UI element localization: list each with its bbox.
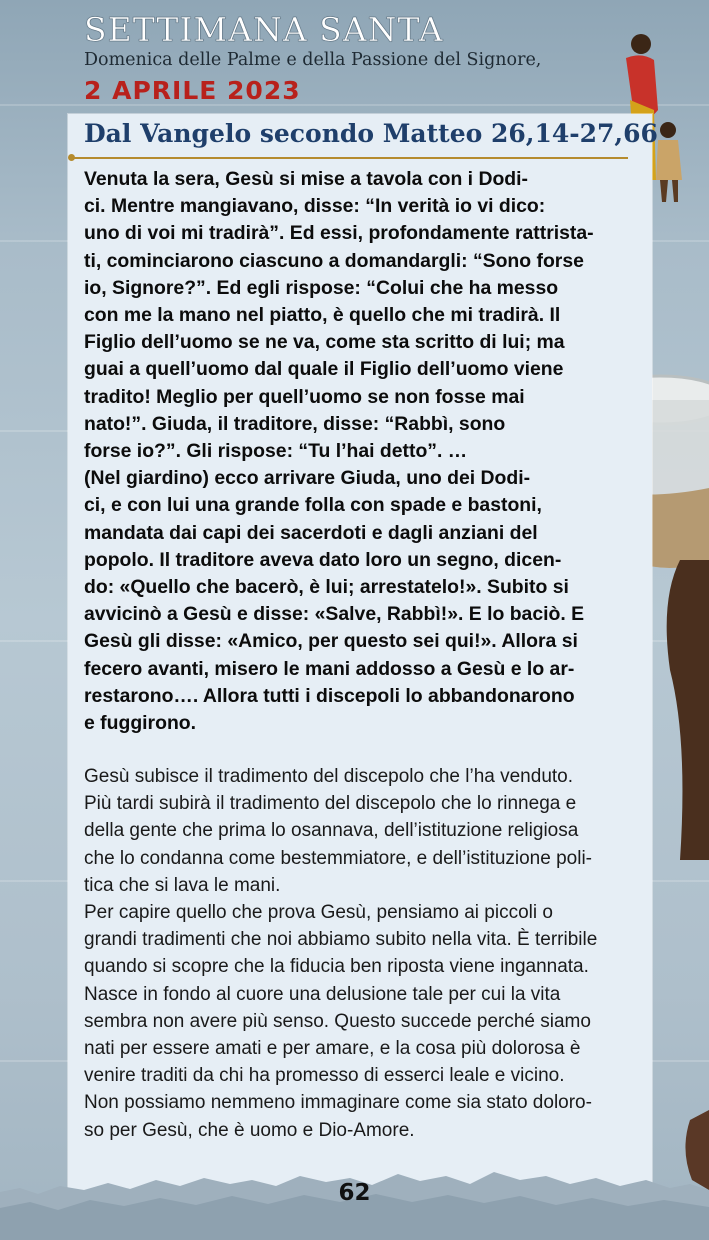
gospel-reference-heading: Dal Vangelo secondo Matteo 26,14-27,66 xyxy=(84,119,658,148)
gospel-line: forse io?”. Gli rispose: “Tu l’hai detto”. … xyxy=(84,440,468,463)
gospel-line: popolo. Il traditore aveva dato loro un segno, dicen- xyxy=(84,548,562,571)
gospel-line: con me la mano nel piatto, è quello che mi tradirà. Il xyxy=(84,304,561,327)
comment-line: Non possiamo nemmeno immaginare come sia stato doloro- xyxy=(84,1092,592,1114)
comment-line: nati per essere amati e per amare, e la cosa più dolorosa è xyxy=(84,1038,581,1060)
gospel-passage xyxy=(84,166,646,737)
gospel-line: (Nel giardino) ecco arrivare Giuda, uno dei Dodi- xyxy=(84,467,531,490)
comment-line: Più tardi subirà il tradimento del discepolo che lo rinnega e xyxy=(84,793,577,815)
comment-line: Per capire quello che prova Gesù, pensiamo ai piccoli o xyxy=(84,902,553,924)
page-number: 62 xyxy=(338,1180,371,1206)
comment-line: so per Gesù, che è uomo e Dio-Amore. xyxy=(84,1119,415,1141)
gospel-line: uno di voi mi tradirà”. Ed essi, profondamente rattrista- xyxy=(84,222,594,245)
gospel-line: nato!”. Giuda, il traditore, disse: “Rabbì, sono xyxy=(84,412,506,435)
gospel-line: Figlio dell’uomo se ne va, come sta scritto di lui; ma xyxy=(84,331,565,354)
gospel-line: fecero avanti, misero le mani addosso a Gesù e lo ar- xyxy=(84,657,575,680)
comment-line: Nasce in fondo al cuore una delusione tale per cui la vita xyxy=(84,983,561,1005)
page-date: 2 APRILE 2023 xyxy=(84,76,301,105)
gospel-line: Gesù gli disse: «Amico, per questo sei qui!». Allora si xyxy=(84,630,578,653)
comment-line: Gesù subisce il tradimento del discepolo che l’ha venduto. xyxy=(84,766,574,787)
gospel-line: mandata dai capi dei sacerdoti e dagli anziani del xyxy=(84,521,538,544)
gospel-line: tradito! Meglio per quell’uomo se non fosse mai xyxy=(84,385,525,408)
comment-line: della gente che prima lo osannava, dell’istituzione religiosa xyxy=(84,820,579,842)
gospel-line: do: «Quello che bacerò, è lui; arrestatelo!». Subito si xyxy=(84,576,569,599)
gospel-line: ti, cominciarono ciascuno a domandargli: “Sono forse xyxy=(84,249,584,272)
comment-line: tica che si lava le mani. xyxy=(84,874,281,896)
comment-line: grandi tradimenti che noi abbiamo subito nella vita. È terribile xyxy=(84,929,598,951)
gospel-line: avvicinò a Gesù e disse: «Salve, Rabbì!». E lo baciò. E xyxy=(84,603,585,626)
gospel-line: ci, e con lui una grande folla con spade e bastoni, xyxy=(84,494,542,517)
heading-rule xyxy=(72,157,628,159)
gospel-line: restarono…. Allora tutti i discepoli lo abbandonarono xyxy=(84,684,575,707)
gospel-line: e fuggirono. xyxy=(84,712,197,735)
comment-line: quando si scopre che la fiducia ben riposta viene ingannata. xyxy=(84,956,589,978)
commentary-text xyxy=(84,763,646,1144)
gospel-line: guai a quell’uomo dal quale il Figlio dell’uomo viene xyxy=(84,358,564,381)
page-subtitle: Domenica delle Palme e della Passione del Signore, xyxy=(84,50,542,70)
page-title: SETTIMANA SANTA xyxy=(84,10,444,49)
gospel-line: ci. Mentre mangiavano, disse: “In verità io vi dico: xyxy=(84,195,546,218)
comment-line: venire traditi da chi ha promesso di esserci leale e vicino. xyxy=(84,1065,565,1087)
gospel-line: Venuta la sera, Gesù si mise a tavola con i Dodi- xyxy=(84,168,528,190)
comment-line: che lo condanna come bestemmiatore, e dell’istituzione poli- xyxy=(84,847,592,869)
gospel-line: io, Signore?”. Ed egli rispose: “Colui che ha messo xyxy=(84,276,559,299)
comment-line: sembra non avere più senso. Questo succede perché siamo xyxy=(84,1010,591,1032)
